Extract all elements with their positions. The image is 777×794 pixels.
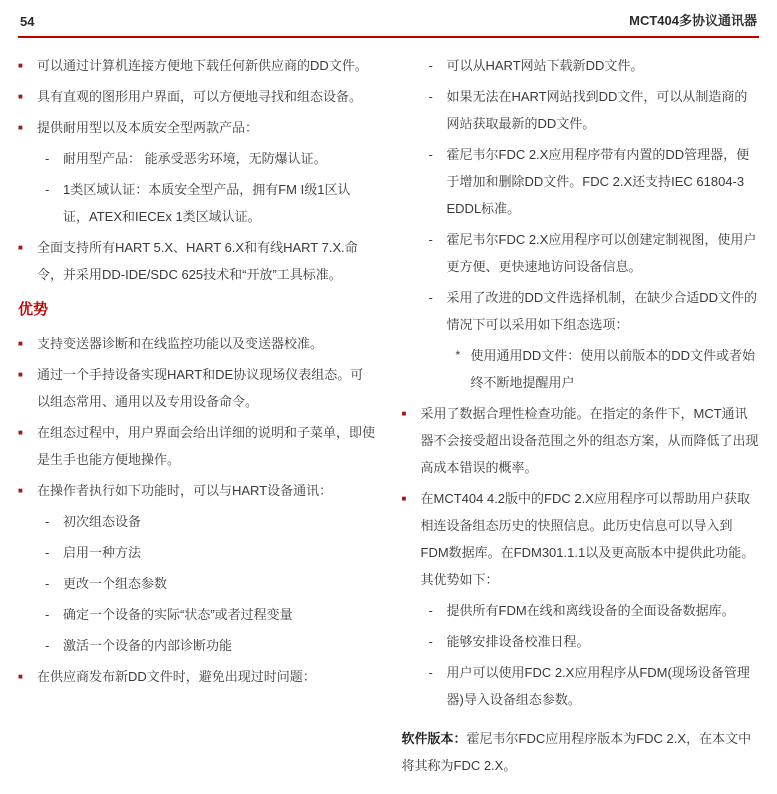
bullet-marker-icon: ■ [18,428,23,437]
bullet-marker-icon: ■ [18,486,23,495]
item-text: 采用了改进的DD文件选择机制，在缺少合适DD文件的情况下可以采用如下组态选项： [446,290,758,332]
dash-list-item [402,659,760,713]
dash-marker-icon: - [428,634,433,649]
item-text: 使用通用DD文件：使用以前版本的DD文件或者始终不断地提醒用户 [470,348,756,390]
dash-marker-icon: - [428,665,433,680]
bullet-list-item [402,485,760,593]
dash-list-item [18,176,376,230]
dash-marker-icon: - [45,576,50,591]
header-title: MCT404多协议通讯器 [629,13,757,28]
dash-marker-icon: - [45,182,50,197]
dash-marker-icon: - [428,147,433,162]
dash-list-item [402,52,760,79]
page-number: 54 [20,14,35,29]
dash-marker-icon: - [428,58,433,73]
bold-label: 软件版本： [401,731,467,746]
item-text: 1类区域认证：本质安全型产品，拥有FM I级1区认证，ATEX和IECEx 1类区域认证。 [63,182,351,224]
dash-list-item [402,226,760,280]
item-text: 耐用型产品： 能承受恶劣环境，无防爆认证。 [63,151,327,166]
bullet-marker-icon: ■ [18,61,23,70]
bullet-list-item [18,361,376,415]
item-text: 在操作者执行如下功能时，可以与HART设备通讯： [37,483,333,498]
bullet-marker-icon: ■ [401,494,407,503]
bullet-marker-icon: ■ [18,123,23,132]
item-text: 可以从HART网站下载新DD文件。 [446,58,644,73]
item-text: 初次组态设备 [63,514,142,529]
dash-list-item [402,628,760,655]
bullet-marker-icon: ■ [401,409,407,418]
dash-list-item [402,83,760,137]
item-text: 采用了数据合理性检查功能。在指定的条件下，MCT通讯器不会接受超出设备范围之外的组态方案，从而降低了出现高成本错误的概率。 [420,406,759,475]
dash-list-item [18,539,376,566]
item-text: 全面支持所有HART 5.X、HART 6.X和有线HART 7.X.命令，并采用DD-IDE/SDC 625技术和“开放”工具标准。 [37,240,358,282]
dash-marker-icon: - [45,514,50,529]
dash-list-item [18,632,376,659]
left-column [18,52,376,779]
dash-list-item [18,601,376,628]
item-text: 用户可以使用FDC 2.X应用程序从FDM(现场设备管理器)导入设备组态参数。 [446,665,750,707]
dash-marker-icon: - [428,89,433,104]
dash-marker-icon: - [428,603,433,618]
dash-marker-icon: - [428,232,433,247]
item-text: 在MCT404 4.2版中的FDC 2.X应用程序可以帮助用户获取相连设备组态历史的快照信息。此历史信息可以导入到FDM数据库。在FDM301.1.1以及更高版本中提供此功能。其优势如下： [420,491,755,587]
item-text: 具有直观的图形用户界面，可以方便地寻找和组态设备。 [37,89,363,104]
bullet-marker-icon: ■ [18,339,23,348]
item-text: 如果无法在HART网站找到DD文件，可以从制造商的网站获取最新的DD文件。 [446,89,748,131]
dash-list-item [402,284,760,338]
item-text: 提供耐用型以及本质安全型两款产品： [37,120,259,135]
bullet-marker-icon: ■ [18,92,23,101]
bullet-marker-icon: ■ [18,243,23,252]
bullet-marker-icon: ■ [18,672,23,681]
dash-marker-icon: - [45,545,50,560]
right-column [402,52,760,779]
item-text: 提供所有FDM在线和离线设备的全面设备数据库。 [446,603,735,618]
bullet-list-item [18,663,376,690]
bullet-list-item [18,52,376,79]
dash-marker-icon: - [428,290,433,305]
two-column-layout [18,52,759,779]
software-version-note: 软件版本：霍尼韦尔FDC应用程序版本为FDC 2.X，在本文中将其称为FDC 2.X。 [401,731,752,773]
item-text: 支持变送器诊断和在线监控功能以及变送器校准。 [37,336,324,351]
item-text: 更改一个组态参数 [63,576,168,591]
bullet-list-item [402,400,760,481]
bullet-list-item [18,114,376,141]
dash-list-item [402,141,760,222]
bullet-list-item [18,419,376,473]
bullet-list-item [18,83,376,110]
bullet-list-item [18,234,376,288]
page-header [18,8,759,36]
item-text: 通过一个手持设备实现HART和DE协议现场仪表组态。可以组态常用、通用以及专用设备命令。 [37,367,364,409]
dash-list-item [18,508,376,535]
item-text: 在供应商发布新DD文件时，避免出现过时问题： [37,669,316,684]
bullet-list-item [18,330,376,357]
item-text: 能够安排设备校准日程。 [446,634,590,649]
dash-marker-icon: - [45,607,50,622]
star-list-item [402,342,760,396]
item-text: 确定一个设备的实际“状态”或者过程变量 [63,607,293,622]
dash-list-item [18,145,376,172]
item-text: 霍尼韦尔FDC 2.X应用程序可以创建定制视图，使用户更方便、更快速地访问设备信息。 [446,232,757,274]
item-text: 启用一种方法 [63,545,142,560]
star-marker-icon: * [455,348,461,362]
item-text: 可以通过计算机连接方便地下载任何新供应商的DD文件。 [37,58,368,73]
dash-list-item [402,597,760,624]
bullet-marker-icon: ■ [18,370,23,379]
item-text: 在组态过程中，用户界面会给出详细的说明和子菜单，即使是生手也能方便地操作。 [37,425,376,467]
item-text: 激活一个设备的内部诊断功能 [63,638,233,653]
bullet-list-item [18,477,376,504]
section-heading: 优势 [18,301,49,318]
dash-list-item [18,570,376,597]
dash-marker-icon: - [45,151,50,166]
item-text: 霍尼韦尔FDC 2.X应用程序带有内置的DD管理器，便于增加和删除DD文件。FDC 2.X还支持IEC 61804-3 EDDL标准。 [446,147,750,216]
header-rule [18,36,759,38]
dash-marker-icon: - [45,638,50,653]
